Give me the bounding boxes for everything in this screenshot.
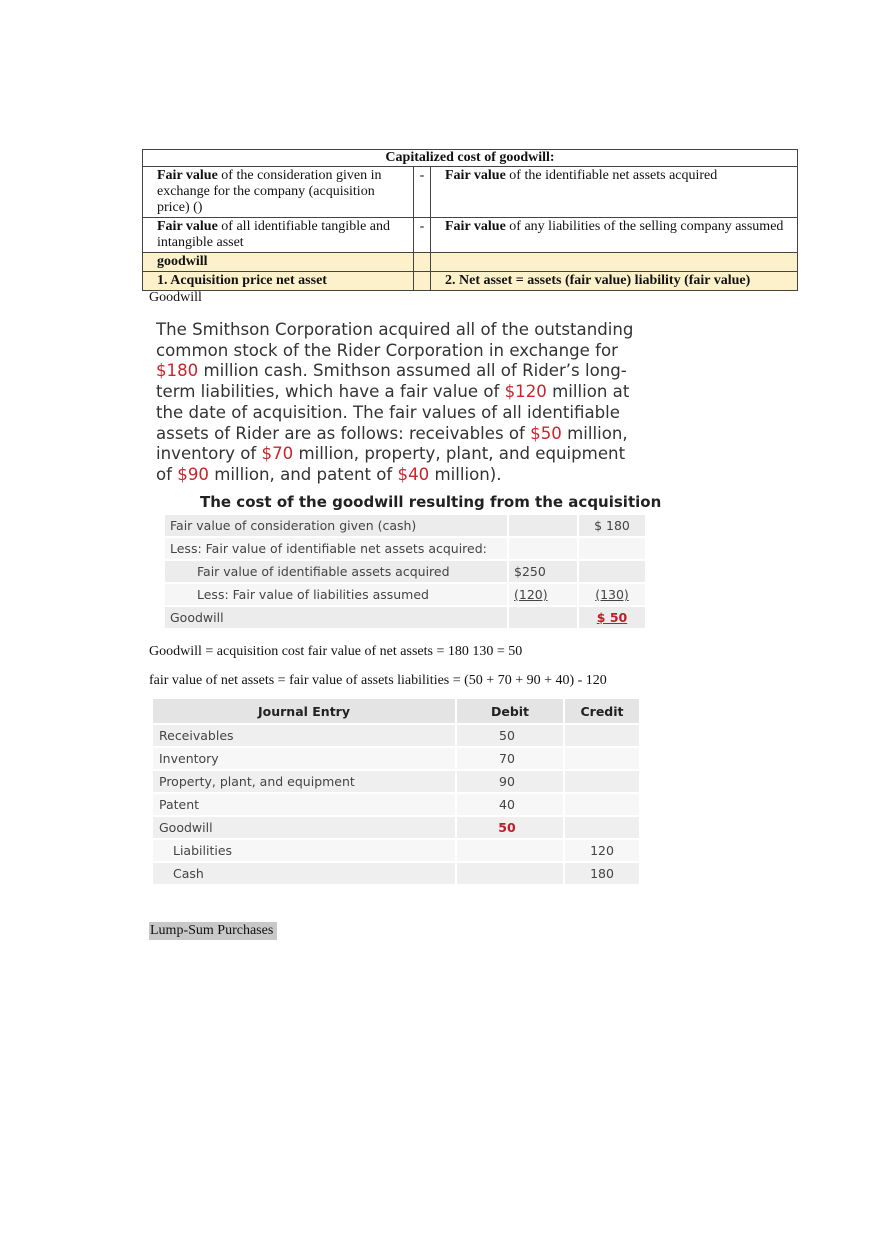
- table-header-row: [153, 699, 639, 724]
- debit-value: 90: [456, 770, 564, 793]
- bold-term: Fair value: [157, 219, 218, 234]
- account-name: Property, plant, and equipment: [153, 770, 456, 793]
- debit-value: 70: [456, 747, 564, 770]
- table-row: [143, 272, 798, 291]
- empty-cell: [414, 272, 431, 291]
- assets-cell: [143, 218, 414, 253]
- table-row: [165, 606, 645, 629]
- row-label: Fair value of consideration given (cash): [165, 515, 508, 537]
- table-row: [153, 862, 639, 884]
- total-cell: $ 180: [578, 515, 645, 537]
- credit-value: [564, 770, 639, 793]
- problem-value: $50: [530, 423, 562, 443]
- table-row: [153, 770, 639, 793]
- debit-value: [456, 862, 564, 884]
- amount-cell: [508, 606, 578, 629]
- liabilities-cell: [431, 218, 798, 253]
- debit-value: 40: [456, 793, 564, 816]
- account-name: Cash: [153, 862, 456, 884]
- goodwill-total: $ 50: [578, 606, 645, 629]
- problem-value: $90: [177, 464, 209, 484]
- total-cell: [578, 560, 645, 583]
- empty-cell: [431, 253, 798, 272]
- debit-value: 50: [456, 816, 564, 839]
- debit-value: 50: [456, 724, 564, 747]
- column-header-credit: Credit: [564, 699, 639, 724]
- table-row: [153, 747, 639, 770]
- formula-cell-1: 1. Acquisition price net asset: [143, 272, 414, 291]
- cell-text: of the consideration given in exchange for the company (acquisition price) (): [157, 168, 382, 215]
- problem-statement: [156, 320, 646, 486]
- account-name: Liabilities: [153, 839, 456, 862]
- goodwill-formula: Goodwill = acquisition cost fair value of net assets = 180 130 = 50: [149, 644, 523, 659]
- amount-cell: [508, 537, 578, 560]
- problem-value: $70: [261, 444, 294, 464]
- credit-value: [564, 793, 639, 816]
- credit-value: 180: [564, 862, 639, 884]
- minus-sign: -: [414, 218, 431, 253]
- row-label: Goodwill: [165, 606, 508, 629]
- table-row: [143, 253, 798, 272]
- problem-value: $120: [504, 382, 547, 402]
- total-cell: (130): [578, 583, 645, 606]
- account-name: Goodwill: [153, 816, 456, 839]
- cell-text: of the identifiable net assets acquired: [505, 168, 718, 183]
- table-row: [143, 218, 798, 253]
- table-row: [153, 839, 639, 862]
- table-title: Capitalized cost of goodwill:: [143, 150, 798, 167]
- goodwill-cost-table: [165, 515, 645, 630]
- problem-value: $180: [156, 361, 199, 381]
- account-name: Inventory: [153, 747, 456, 770]
- goodwill-heading: Goodwill: [149, 290, 202, 305]
- row-label: Fair value of identifiable assets acquired: [165, 560, 508, 583]
- table-row: [165, 537, 645, 560]
- problem-text: million, inventory of: [156, 423, 628, 464]
- lump-sum-heading: Lump-Sum Purchases: [149, 922, 277, 940]
- amount-cell: (120): [508, 583, 578, 606]
- table-row: [165, 515, 645, 537]
- column-header-journal-entry: Journal Entry: [153, 699, 456, 724]
- minus-sign: -: [414, 167, 431, 218]
- goodwill-definition-table: [142, 149, 798, 291]
- debit-value: [456, 839, 564, 862]
- column-header-debit: Debit: [456, 699, 564, 724]
- net-assets-formula: fair value of net assets = fair value of assets liabilities = (50 + 70 + 90 + 40) - 120: [149, 673, 607, 688]
- problem-text: million).: [429, 464, 502, 484]
- journal-entry-table: [153, 699, 639, 884]
- amount-cell: $250: [508, 560, 578, 583]
- formula-cell-2: 2. Net asset = assets (fair value) liability (fair value): [431, 272, 798, 291]
- consideration-cell: [143, 167, 414, 218]
- problem-text: million cash. Smithson assumed all of Rider’s long-term liabilities, which have a fair value of: [156, 361, 627, 402]
- table-row: [153, 793, 639, 816]
- row-label: Less: Fair value of identifiable net assets acquired:: [165, 537, 508, 560]
- table-row: [153, 816, 639, 839]
- problem-text: The Smithson Corporation acquired all of the outstanding common stock of the Rider Corporation in exchange for: [156, 320, 634, 360]
- bold-term: Fair value: [157, 168, 218, 183]
- problem-text: million, and patent of: [208, 464, 398, 484]
- empty-cell: [414, 253, 431, 272]
- credit-value: [564, 747, 639, 770]
- goodwill-cell: goodwill: [143, 253, 414, 272]
- bold-term: Fair value: [445, 219, 506, 234]
- account-name: Receivables: [153, 724, 456, 747]
- problem-text: million at the date of acquisition. The fair values of all identifiable assets of Rider are as follows: receivables of: [156, 382, 630, 443]
- table-row: [165, 583, 645, 606]
- table-row: [165, 560, 645, 583]
- cell-text: of all identifiable tangible and intangible asset: [157, 219, 391, 250]
- credit-value: 120: [564, 839, 639, 862]
- row-label: Less: Fair value of liabilities assumed: [165, 583, 508, 606]
- cost-table-title: The cost of the goodwill resulting from the acquisition: [200, 493, 662, 511]
- total-cell: [578, 537, 645, 560]
- bold-term: Fair value: [445, 168, 506, 183]
- table-row: [143, 167, 798, 218]
- credit-value: [564, 724, 639, 747]
- amount-cell: [508, 515, 578, 537]
- table-row: [153, 724, 639, 747]
- problem-value: $40: [397, 464, 430, 484]
- cell-text: of any liabilities of the selling company assumed: [505, 219, 784, 234]
- credit-value: [564, 816, 639, 839]
- net-assets-cell: [431, 167, 798, 218]
- account-name: Patent: [153, 793, 456, 816]
- problem-text: million, property, plant, and equipment of: [156, 444, 626, 484]
